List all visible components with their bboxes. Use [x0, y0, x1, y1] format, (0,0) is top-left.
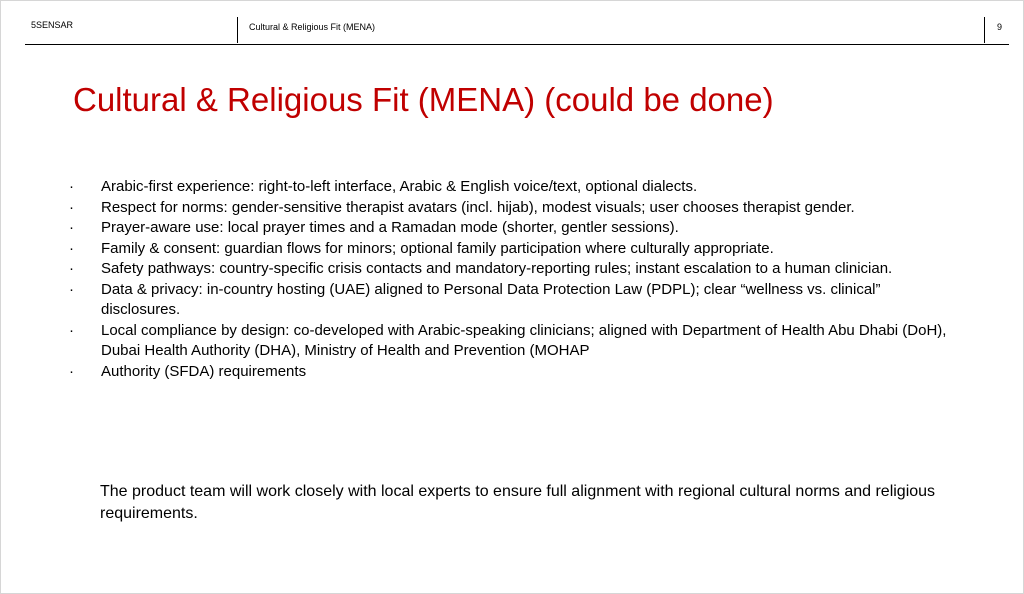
bullet-text: Safety pathways: country-specific crisis contacts and mandatory-reporting rules; instant escalation to a human clinician. — [101, 260, 893, 277]
bullet-marker: · — [69, 280, 74, 298]
bullet-item — [69, 239, 949, 260]
bullet-text: Arabic-first experience: right-to-left interface, Arabic & English voice/text, optional dialects. — [101, 178, 698, 195]
bullet-text: Respect for norms: gender-sensitive therapist avatars (incl. hijab), modest visuals; user chooses therapist gender. — [101, 198, 855, 216]
bullet-marker: · — [69, 260, 74, 277]
bullet-marker: · — [69, 198, 74, 216]
bullet-item — [69, 259, 949, 280]
bullet-list — [69, 177, 949, 382]
page-number: 9 — [997, 22, 1003, 32]
header-divider-right — [984, 17, 985, 43]
bullet-text: Local compliance by design: co-developed with Arabic-speaking clinicians; aligned with Department of Health Abu Dhabi (DoH), Dubai Health Authority (DHA), Ministry of Health and Prevention (MOHAP — [101, 321, 947, 359]
bullet-marker: · — [69, 239, 74, 257]
closing-note: The product team will work closely with local experts to ensure full alignment with regional cultural norms and religious requirements. — [100, 483, 936, 522]
header-brand: 5SENSAR — [31, 20, 74, 30]
bullet-item — [69, 280, 949, 321]
bullet-text: Data & privacy: in-country hosting (UAE) aligned to Personal Data Protection Law (PDPL); clear “wellness vs. clinical” disclosures. — [101, 280, 881, 318]
bullet-text: Family & consent: guardian flows for minors; optional family participation where culturally appropriate. — [101, 239, 774, 257]
bullet-item — [69, 362, 949, 383]
bullet-text: Prayer-aware use: local prayer times and a Ramadan mode (shorter, gentler sessions). — [101, 219, 679, 236]
bullet-item — [69, 218, 949, 239]
bullet-marker: · — [69, 219, 74, 236]
bullet-item — [69, 321, 949, 362]
bullet-item — [69, 198, 949, 219]
bullet-marker: · — [69, 178, 74, 195]
header-rule — [25, 44, 1009, 45]
slide-title: Cultural & Religious Fit (MENA) (could be done) — [73, 81, 774, 118]
bullet-item — [69, 177, 949, 198]
header-divider-left — [237, 17, 238, 43]
bullet-marker: · — [69, 362, 74, 380]
bullet-marker: · — [69, 321, 74, 339]
header-section-title: Cultural & Religious Fit (MENA) — [249, 22, 376, 32]
slide-header — [1, 1, 1023, 45]
bullet-text: Authority (SFDA) requirements — [101, 362, 307, 380]
